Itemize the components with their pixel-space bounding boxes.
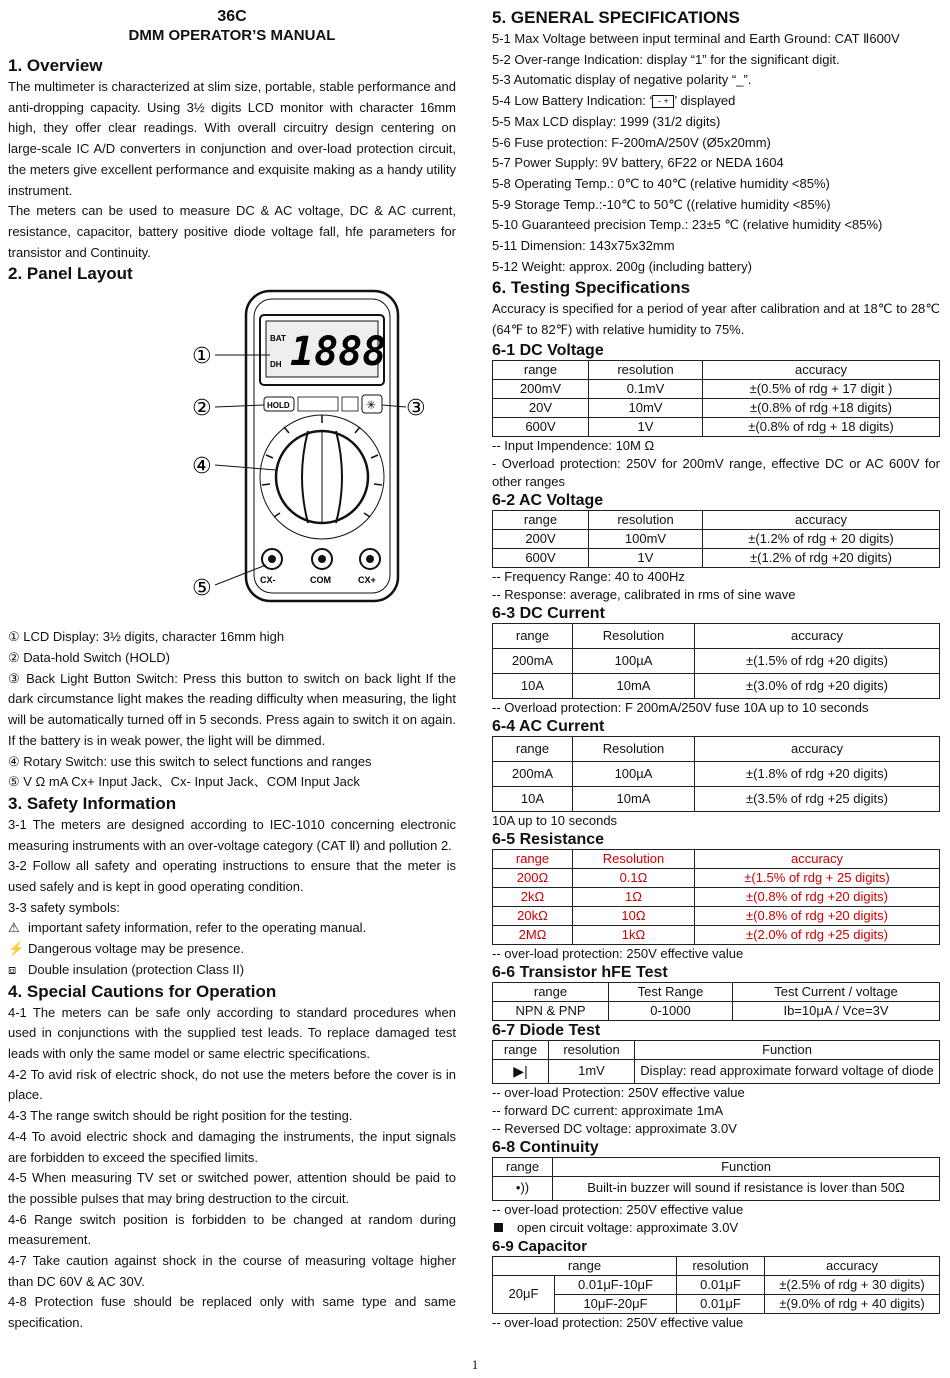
table-cell: 10mA bbox=[573, 673, 695, 698]
diode-note-2: -- forward DC current: approximate 1mA bbox=[492, 1102, 724, 1118]
caution-item-7: 4-7 Take caution against shock in the course of measuring voltage higher than DC 60V & AC 30V. bbox=[8, 1253, 456, 1289]
table-header-cell: accuracy bbox=[695, 623, 940, 648]
table-cell: ±(0.8% of rdg +18 digits) bbox=[703, 398, 940, 417]
table-cell: 20kΩ bbox=[493, 906, 573, 925]
table-row bbox=[493, 1275, 940, 1294]
bat-label: BAT bbox=[270, 334, 286, 344]
general-item-5: 5-5 Max LCD display: 1999 (31/2 digits) bbox=[492, 113, 721, 129]
caution-item-3: 4-3 The range switch should be right position for the testing. bbox=[8, 1108, 353, 1124]
general-item-3: 5-3 Automatic display of negative polarity “_”. bbox=[492, 72, 752, 88]
hfe-table bbox=[492, 982, 940, 1021]
general-item-11: 5-11 Dimension: 143x75x32mm bbox=[492, 238, 675, 254]
table-row bbox=[493, 1294, 940, 1313]
table-cell: 100mV bbox=[589, 529, 703, 548]
table-cell: 10mA bbox=[573, 786, 695, 811]
svg-text:✳: ✳ bbox=[366, 398, 377, 413]
manual-title: DMM OPERATOR’S MANUAL bbox=[128, 27, 336, 44]
table-cell: ±(1.5% of rdg +20 digits) bbox=[695, 648, 940, 673]
table-cell: 10mV bbox=[589, 398, 703, 417]
callout-1: ① bbox=[192, 344, 212, 370]
high-voltage-icon: ⚡ bbox=[8, 941, 25, 957]
table-header-cell: Resolution bbox=[573, 623, 695, 648]
table-cell: 2kΩ bbox=[493, 887, 573, 906]
diode-table bbox=[492, 1040, 940, 1084]
table-header-row bbox=[493, 736, 940, 761]
lcd-digits: 1888 bbox=[290, 329, 387, 376]
table-cell: 1V bbox=[589, 548, 703, 567]
dca-heading: 6-3 DC Current bbox=[492, 604, 605, 622]
cap-heading: 6-9 Capacitor bbox=[492, 1237, 588, 1255]
table-header-cell: range bbox=[493, 849, 573, 868]
panel-item-3: ③ Back Light Button Switch: Press this button to switch on back light If the dark circumstance light makes the reading difficulty when measuring, the light will be automatically turned off in 5 seconds. Press again to switch it on again. If the battery is in weak power, the light will be dimmed. bbox=[8, 670, 456, 748]
table-row bbox=[493, 868, 940, 887]
table-header-cell: resolution bbox=[549, 1040, 635, 1059]
table-row bbox=[493, 648, 940, 673]
table-cell: 0.1Ω bbox=[573, 868, 695, 887]
general-item-4 bbox=[492, 91, 940, 112]
table-cell: 20μF bbox=[493, 1275, 555, 1313]
square-bullet-icon bbox=[494, 1223, 503, 1232]
diode-note-3: -- Reversed DC voltage: approximate 3.0V bbox=[492, 1120, 737, 1136]
table-cell: ±(2.5% of rdg + 30 digits) bbox=[765, 1275, 940, 1294]
callout-5: ⑤ bbox=[192, 576, 212, 602]
panel-item-1: ① LCD Display: 3½ digits, character 16mm high bbox=[8, 629, 285, 645]
general-item-6: 5-6 Fuse protection: F-200mA/250V (Ø5x20mm) bbox=[492, 134, 771, 150]
safety-symbol-text-1: important safety information, refer to the operating manual. bbox=[28, 920, 367, 936]
table-cell: 200mA bbox=[493, 761, 573, 786]
diode-note-1: -- over-load Protection: 250V effective value bbox=[492, 1084, 745, 1100]
table-cell: 10μF-20μF bbox=[555, 1294, 677, 1313]
table-cell: 1Ω bbox=[573, 887, 695, 906]
multimeter-drawing bbox=[8, 285, 456, 625]
table-header-cell: range bbox=[493, 1040, 549, 1059]
acv-note-1: -- Frequency Range: 40 to 400Hz bbox=[492, 568, 685, 584]
general-item-12: 5-12 Weight: approx. 200g (including battery) bbox=[492, 258, 752, 274]
safety-symbol-row-2 bbox=[8, 939, 456, 960]
acv-table bbox=[492, 510, 940, 568]
table-cell: ±(2.0% of rdg +25 digits) bbox=[695, 925, 940, 944]
aca-heading: 6-4 AC Current bbox=[492, 717, 605, 735]
caution-item-8: 4-8 Protection fuse should be replaced only with same type and same specification. bbox=[8, 1294, 456, 1331]
meter-illustration bbox=[8, 285, 456, 625]
table-cell: 1mV bbox=[549, 1059, 635, 1083]
callout-2: ② bbox=[192, 396, 212, 422]
panel-heading: 2. Panel Layout bbox=[8, 264, 133, 284]
table-cell: 600V bbox=[493, 548, 589, 567]
table-row bbox=[493, 1059, 940, 1083]
table-row bbox=[493, 1176, 940, 1200]
table-header-cell: range bbox=[493, 1157, 553, 1176]
table-cell: 600V bbox=[493, 417, 589, 436]
table-row bbox=[493, 548, 940, 567]
table-cell: Ib=10μA / Vce=3V bbox=[733, 1001, 940, 1020]
double-insulation-icon: ⧈ bbox=[8, 961, 17, 977]
cont-note-1: -- over-load protection: 250V effective value bbox=[492, 1201, 744, 1217]
panel-item-4: ④ Rotary Switch: use this switch to select functions and ranges bbox=[8, 753, 372, 769]
callout-4: ④ bbox=[192, 454, 212, 480]
table-header-row bbox=[493, 510, 940, 529]
table-cell: 0.1mV bbox=[589, 379, 703, 398]
page-number: 1 bbox=[471, 1357, 479, 1372]
table-header-cell: accuracy bbox=[695, 849, 940, 868]
hold-label: HOLD bbox=[267, 401, 290, 411]
table-cell: ±(1.8% of rdg +20 digits) bbox=[695, 761, 940, 786]
table-header-cell: resolution bbox=[677, 1256, 765, 1275]
table-cell: 1V bbox=[589, 417, 703, 436]
safety-item-1: 3-1 The meters are designed according to IEC-1010 concerning electronic measuring instruments with an over-voltage category (CAT Ⅱ) and pollution 2. bbox=[8, 816, 456, 853]
dcv-note-2: - Overload protection: 250V for 200mV range, effective DC or AC 600V for other ranges bbox=[492, 455, 940, 489]
table-header-cell: range bbox=[493, 510, 589, 529]
table-cell: ±(1.2% of rdg + 20 digits) bbox=[703, 529, 940, 548]
safety-symbol-text-2: Dangerous voltage may be presence. bbox=[28, 941, 245, 957]
general-item-2: 5-2 Over-range Indication: display “1” for the significant digit. bbox=[492, 51, 840, 67]
table-cell: 100µA bbox=[573, 761, 695, 786]
res-note-1: -- over-load protection: 250V effective value bbox=[492, 945, 744, 961]
table-header-row bbox=[493, 623, 940, 648]
hfe-heading: 6-6 Transistor hFE Test bbox=[492, 963, 668, 981]
cautions-heading: 4. Special Cautions for Operation bbox=[8, 981, 277, 1001]
general-heading: 5. GENERAL SPECIFICATIONS bbox=[492, 8, 740, 27]
table-header-cell: range bbox=[493, 360, 589, 379]
testing-intro: Accuracy is specified for a period of year after calibration and at 18℃ to 28℃ (64℉ to 82℉) with relative humidity to 75%. bbox=[492, 301, 940, 338]
general-item-10: 5-10 Guaranteed precision Temp.: 23±5 ℃ (relative humidity <85%) bbox=[492, 217, 883, 233]
table-row bbox=[493, 887, 940, 906]
cont-heading: 6-8 Continuity bbox=[492, 1138, 599, 1156]
testing-heading: 6. Testing Specifications bbox=[492, 278, 691, 298]
left-column bbox=[8, 0, 456, 1334]
table-cell: 10A bbox=[493, 786, 573, 811]
table-header-cell: range bbox=[493, 1256, 677, 1275]
battery-icon: - + bbox=[652, 95, 674, 108]
table-row bbox=[493, 673, 940, 698]
jack-label-cx-minus: CX- bbox=[260, 575, 276, 586]
warning-triangle-icon: ⚠ bbox=[8, 920, 20, 936]
dcv-note-1: -- Input Impendence: 10M Ω bbox=[492, 437, 655, 453]
table-header-cell: range bbox=[493, 736, 573, 761]
dcv-heading: 6-1 DC Voltage bbox=[492, 341, 604, 359]
table-cell: ±(9.0% of rdg + 40 digits) bbox=[765, 1294, 940, 1313]
cont-table bbox=[492, 1157, 940, 1201]
dcv-table bbox=[492, 360, 940, 437]
acv-heading: 6-2 AC Voltage bbox=[492, 491, 604, 509]
table-header-row bbox=[493, 1157, 940, 1176]
table-cell: 100µA bbox=[573, 648, 695, 673]
table-header-row bbox=[493, 1040, 940, 1059]
table-cell: 1kΩ bbox=[573, 925, 695, 944]
buzzer-icon: •)) bbox=[493, 1176, 553, 1200]
panel-item-2: ② Data-hold Switch (HOLD) bbox=[8, 650, 170, 666]
table-header-row bbox=[493, 1256, 940, 1275]
table-row bbox=[493, 417, 940, 436]
table-header-cell: accuracy bbox=[703, 360, 940, 379]
dh-label: DH bbox=[270, 360, 282, 370]
table-header-cell: Resolution bbox=[573, 736, 695, 761]
table-cell: 0-1000 bbox=[609, 1001, 733, 1020]
overview-paragraph-2: The meters can be used to measure DC & AC voltage, DC & AC current, resistance, capacitor, battery positive diode voltage fall, hfe parameters for transistor and Continuity. bbox=[8, 203, 456, 260]
caution-item-5: 4-5 When measuring TV set or switched power, attention should be paid to the possible pulses that may bring destruction to the circuit. bbox=[8, 1170, 456, 1206]
table-header-cell: resolution bbox=[589, 360, 703, 379]
cap-note-1: -- over-load protection: 250V effective value bbox=[492, 1314, 744, 1330]
table-header-cell: accuracy bbox=[703, 510, 940, 529]
caution-item-1: 4-1 The meters can be safe only according to standard procedures when used in conjunctions with the supplied test leads. To replace damaged test leads with only the same model or same electric specifications. bbox=[8, 1004, 456, 1061]
general-item-8: 5-8 Operating Temp.: 0℃ to 40℃ (relative humidity <85%) bbox=[492, 175, 830, 191]
table-header-cell: Test Range bbox=[609, 982, 733, 1001]
safety-symbol-row-3 bbox=[8, 960, 456, 981]
table-header-cell: Function bbox=[635, 1040, 940, 1059]
table-header-cell: accuracy bbox=[695, 736, 940, 761]
table-row bbox=[493, 398, 940, 417]
table-cell: ±(1.5% of rdg + 25 digits) bbox=[695, 868, 940, 887]
table-cell: 10Ω bbox=[573, 906, 695, 925]
table-row bbox=[493, 1001, 940, 1020]
table-header-cell: Test Current / voltage bbox=[733, 982, 940, 1001]
general-item-4-suffix: ’ displayed bbox=[674, 93, 736, 109]
diode-icon: ▶| bbox=[493, 1059, 549, 1083]
table-header-cell: range bbox=[493, 623, 573, 648]
table-row bbox=[493, 925, 940, 944]
overview-paragraph-1: The multimeter is characterized at slim size, portable, stable performance and anti-dropping capacity. Using 3½ digits LCD monitor with character 16mm high, they offer clear readings. With overall circuitry design centering on large-scale IC A/D converters in conjunction and over-load protection circuit, the meters give excellent performance and exquisite making as a handy utility instrument. bbox=[8, 79, 456, 198]
cont-note-2 bbox=[492, 1219, 940, 1237]
general-item-9: 5-9 Storage Temp.:-10℃ to 50℃ ((relative humidity <85%) bbox=[492, 196, 831, 212]
safety-symbol-text-3: Double insulation (protection Class II) bbox=[28, 961, 245, 977]
table-header-cell: resolution bbox=[589, 510, 703, 529]
table-cell: ±(1.2% of rdg +20 digits) bbox=[703, 548, 940, 567]
table-cell: 200Ω bbox=[493, 868, 573, 887]
table-row bbox=[493, 379, 940, 398]
table-header-cell: Function bbox=[553, 1157, 940, 1176]
table-cell: ±(0.8% of rdg + 18 digits) bbox=[703, 417, 940, 436]
table-header-row bbox=[493, 360, 940, 379]
table-cell: 200mA bbox=[493, 648, 573, 673]
res-heading: 6-5 Resistance bbox=[492, 830, 605, 848]
table-row bbox=[493, 906, 940, 925]
safety-item-2: 3-2 Follow all safety and operating instructions to ensure that the meter is used safely and is kept in good operating condition. bbox=[8, 858, 456, 895]
res-table bbox=[492, 849, 940, 945]
table-cell: 200V bbox=[493, 529, 589, 548]
table-cell: NPN & PNP bbox=[493, 1001, 609, 1020]
table-cell: ±(0.8% of rdg +20 digits) bbox=[695, 887, 940, 906]
callout-3: ③ bbox=[406, 396, 426, 422]
panel-item-5: ⑤ V Ω mA Cx+ Input Jack、Cx- Input Jack、COM Input Jack bbox=[8, 774, 360, 790]
right-column bbox=[492, 0, 940, 1332]
cap-table bbox=[492, 1256, 940, 1314]
table-cell: ±(0.5% of rdg + 17 digit ) bbox=[703, 379, 940, 398]
table-header-row bbox=[493, 982, 940, 1001]
safety-heading: 3. Safety Information bbox=[8, 793, 177, 813]
caution-item-2: 4-2 To avid risk of electric shock, do not use the meters before the cover is in place. bbox=[8, 1066, 456, 1103]
jack-label-com: COM bbox=[310, 575, 331, 586]
cont-note-2-text: open circuit voltage: approximate 3.0V bbox=[517, 1219, 739, 1235]
table-cell: Built-in buzzer will sound if resistance is lover than 50Ω bbox=[553, 1176, 940, 1200]
overview-heading: 1. Overview bbox=[8, 56, 103, 75]
general-item-7: 5-7 Power Supply: 9V battery, 6F22 or NEDA 1604 bbox=[492, 155, 784, 171]
general-item-4-text: 5-4 Low Battery Indication: ‘ bbox=[492, 93, 653, 109]
general-item-1: 5-1 Max Voltage between input terminal and Earth Ground: CAT Ⅱ600V bbox=[492, 31, 900, 46]
table-row bbox=[493, 786, 940, 811]
table-cell: ±(3.0% of rdg +20 digits) bbox=[695, 673, 940, 698]
model-title: 36C bbox=[217, 8, 247, 25]
table-cell: 0.01μF-10μF bbox=[555, 1275, 677, 1294]
table-header-row bbox=[493, 849, 940, 868]
safety-item-3: 3-3 safety symbols: bbox=[8, 899, 120, 915]
table-cell: ±(0.8% of rdg +20 digits) bbox=[695, 906, 940, 925]
caution-item-6: 4-6 Range switch position is forbidden to be changed at random during measurement. bbox=[8, 1211, 456, 1248]
aca-note-1: 10A up to 10 seconds bbox=[492, 812, 618, 828]
table-cell: 2MΩ bbox=[493, 925, 573, 944]
dca-note-1: -- Overload protection: F 200mA/250V fuse 10A up to 10 seconds bbox=[492, 699, 869, 715]
table-header-cell: Resolution bbox=[573, 849, 695, 868]
dca-table bbox=[492, 623, 940, 699]
table-cell: ±(3.5% of rdg +25 digits) bbox=[695, 786, 940, 811]
table-row bbox=[493, 529, 940, 548]
table-cell: 0.01μF bbox=[677, 1294, 765, 1313]
table-cell: 20V bbox=[493, 398, 589, 417]
table-cell: 0.01μF bbox=[677, 1275, 765, 1294]
table-row bbox=[493, 761, 940, 786]
aca-table bbox=[492, 736, 940, 812]
caution-item-4: 4-4 To avoid electric shock and damaging the instruments, the input signals are forbidden to exceed the specified limits. bbox=[8, 1128, 456, 1165]
diode-heading: 6-7 Diode Test bbox=[492, 1021, 601, 1039]
table-cell: 10A bbox=[493, 673, 573, 698]
table-header-cell: range bbox=[493, 982, 609, 1001]
jack-label-cx-plus: CX+ bbox=[358, 575, 376, 586]
acv-note-2: -- Response: average, calibrated in rms of sine wave bbox=[492, 586, 796, 602]
safety-symbol-row-1 bbox=[8, 918, 456, 939]
table-header-cell: accuracy bbox=[765, 1256, 940, 1275]
table-cell: Display: read approximate forward voltage of diode bbox=[635, 1059, 940, 1083]
table-cell: 200mV bbox=[493, 379, 589, 398]
